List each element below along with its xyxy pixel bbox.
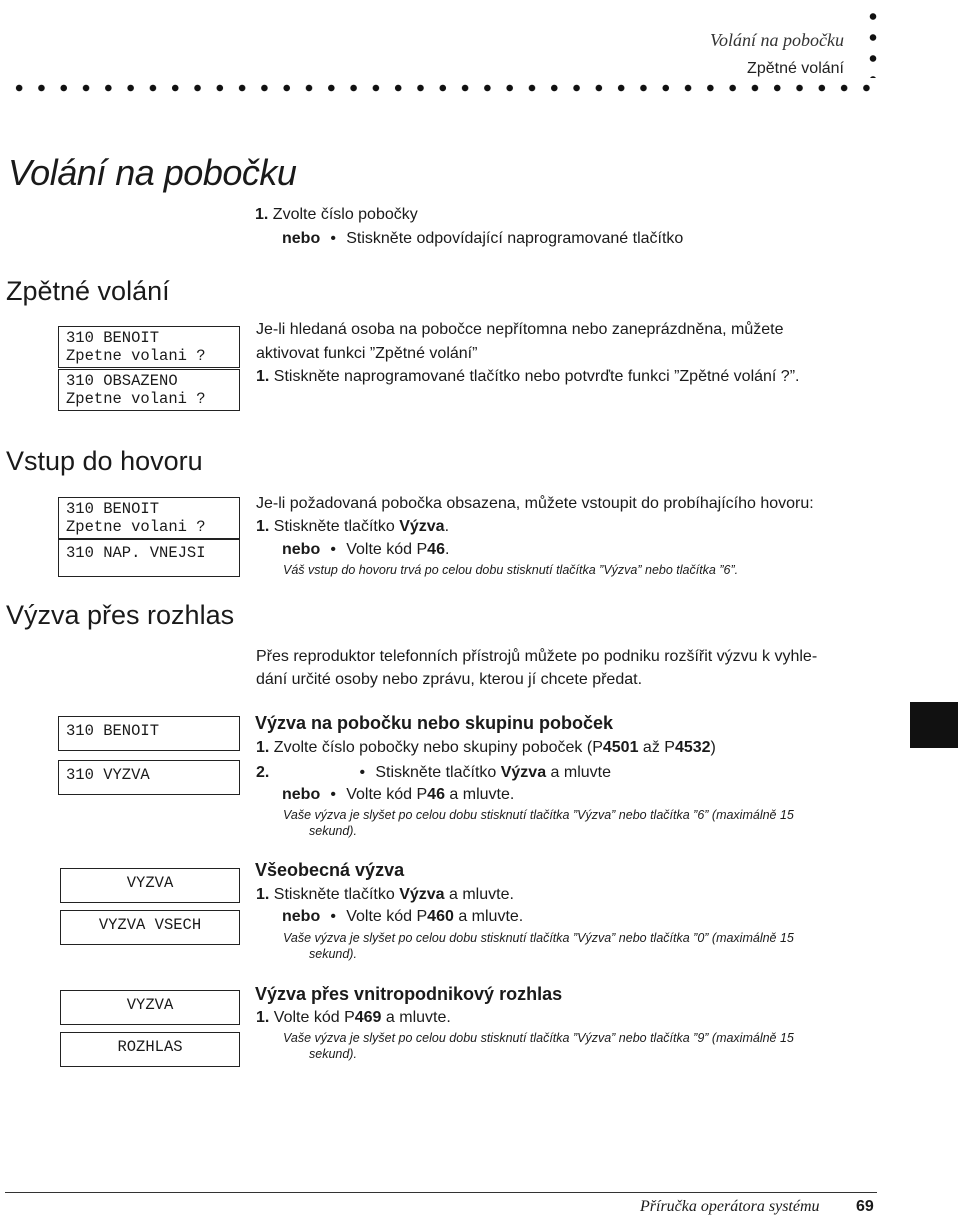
alt-text: Stiskněte odpovídající naprogramované tlačítko: [346, 230, 684, 247]
display-intrusion-1: 310 BENOIT Zpetne volani ?: [58, 497, 240, 539]
display-ext-paging-1: 310 BENOIT: [58, 716, 240, 751]
alt-text-end: .: [444, 541, 450, 558]
code: 46: [427, 786, 445, 803]
alt-word: nebo: [282, 786, 321, 803]
alt-word: nebo: [282, 908, 321, 925]
alt-text: Volte kód P: [346, 786, 428, 803]
step-text-end: a mluvte.: [381, 1009, 451, 1026]
internal-step-1: [256, 1007, 451, 1029]
step-text-mid: až P: [638, 739, 675, 756]
display-callback-1: 310 BENOIT Zpetne volani ?: [58, 326, 240, 368]
bullet-icon: •: [330, 541, 337, 558]
callback-step-1: [256, 366, 799, 388]
section-heading-intrusion: Vstup do hovoru: [6, 446, 203, 476]
step-text-end: a mluvte.: [444, 886, 514, 903]
step-number: 1.: [256, 739, 270, 756]
bullet-icon: •: [330, 230, 337, 247]
step-number: 1.: [256, 1009, 270, 1026]
code: 460: [427, 908, 454, 925]
code-start: 4501: [602, 739, 639, 756]
key-name: Výzva: [500, 764, 547, 781]
alt-text-end: a mluvte.: [444, 786, 515, 803]
step-number: 1.: [255, 206, 269, 223]
step-text: Zvolte číslo pobočky nebo skupiny poboček (P: [273, 739, 603, 756]
running-header-subtitle: Zpětné volání: [747, 60, 844, 77]
alt-word: nebo: [282, 541, 321, 558]
display-callback-2: 310 OBSAZENO Zpetne volani ?: [58, 369, 240, 411]
intro-step-1: [255, 204, 418, 226]
intro-alternative: [282, 228, 683, 250]
general-note-line-1: Vaše výzva je slyšet po celou dobu stisknutí tlačítka ”Výzva” nebo tlačítka ”0” (maximálně 15: [283, 931, 794, 945]
ext-alternative: [282, 784, 514, 806]
section-heading-paging: Výzva přes rozhlas: [6, 600, 235, 630]
callback-text-line-2: aktivovat funkci ”Zpětné volání”: [256, 345, 478, 362]
subsection-title-ext: Výzva na pobočku nebo skupinu poboček: [255, 713, 614, 733]
alt-text: Volte kód P: [346, 541, 428, 558]
footer-title: Příručka operátora systému: [640, 1198, 820, 1215]
intrusion-note: Váš vstup do hovoru trvá po celou dobu stisknutí tlačítka ”Výzva” nebo tlačítka ”6”.: [283, 563, 739, 577]
bullet-icon: •: [359, 764, 366, 781]
section-heading-callback: Zpětné volání: [6, 276, 170, 306]
display-intrusion-2: 310 NAP. VNEJSI: [58, 539, 240, 577]
footer-rule: [5, 1192, 877, 1193]
callback-text-line-1: Je-li hledaná osoba na pobočce nepřítomna nebo zaneprázdněna, můžete: [256, 321, 784, 338]
dotted-border-horizontal: [8, 84, 878, 92]
intrusion-step-1: [256, 516, 449, 538]
display-ext-paging-2: 310 VYZVA: [58, 760, 240, 795]
internal-note-line-2: sekund).: [309, 1047, 357, 1061]
subsection-title-general: Všeobecná výzva: [255, 860, 405, 880]
code: 46: [427, 541, 445, 558]
running-header-title: Volání na pobočku: [710, 30, 844, 50]
display-general-paging-1: VYZVA: [60, 868, 240, 903]
ext-note-line-1: Vaše výzva je slyšet po celou dobu stisknutí tlačítka ”Výzva” nebo tlačítka ”6” (maximálně 15: [283, 808, 794, 822]
page-title: Volání na pobočku: [8, 152, 297, 193]
step-text: Stiskněte tlačítko: [273, 518, 400, 535]
alt-word: nebo: [282, 230, 321, 247]
general-note-line-2: sekund).: [309, 947, 357, 961]
step-number: 1.: [256, 518, 270, 535]
step-text-end: .: [444, 518, 450, 535]
step-number: 2.: [256, 764, 270, 781]
alt-text-end: a mluvte.: [453, 908, 524, 925]
paging-intro-line-2: dání určité osoby nebo zprávu, kterou jí chcete předat.: [256, 671, 643, 688]
key-name: Výzva: [399, 886, 445, 903]
step-text: Stiskněte naprogramované tlačítko nebo potvrďte funkci ”Zpětné volání ?”.: [273, 368, 800, 385]
step-text: Stiskněte tlačítko: [375, 764, 501, 781]
display-internal-paging-2: ROZHLAS: [60, 1032, 240, 1067]
ext-step-1: [256, 737, 716, 759]
general-step-1: [256, 884, 514, 906]
page-number: 69: [856, 1198, 874, 1215]
ext-note-line-2: sekund).: [309, 824, 357, 838]
internal-note-line-1: Vaše výzva je slyšet po celou dobu stisknutí tlačítka ”Výzva” nebo tlačítka ”9” (maximálně 15: [283, 1031, 794, 1045]
general-alternative: [282, 906, 523, 928]
step-text: Zvolte číslo pobočky: [272, 206, 418, 223]
step-number: 1.: [256, 886, 270, 903]
intrusion-text-line-1: Je-li požadovaná pobočka obsazena, můžete vstoupit do probíhajícího hovoru:: [256, 495, 814, 512]
step-text: Stiskněte tlačítko: [273, 886, 400, 903]
paging-intro-line-1: Přes reproduktor telefonních přístrojů můžete po podniku rozšířit výzvu k vyhle-: [256, 648, 818, 665]
dotted-border-vertical: [866, 0, 880, 78]
step-text: Volte kód P: [273, 1009, 355, 1026]
alt-text: Volte kód P: [346, 908, 428, 925]
step-number: 1.: [256, 368, 270, 385]
key-name: Výzva: [399, 518, 445, 535]
code-end: 4532: [674, 739, 711, 756]
subsection-title-internal: Výzva přes vnitropodnikový rozhlas: [255, 984, 563, 1004]
display-internal-paging-1: VYZVA: [60, 990, 240, 1025]
bullet-icon: •: [330, 786, 337, 803]
intrusion-alternative: [282, 539, 449, 561]
bullet-icon: •: [330, 908, 337, 925]
code: 469: [354, 1009, 382, 1026]
step-text-end: a mluvte: [546, 764, 612, 781]
display-general-paging-2: VYZVA VSECH: [60, 910, 240, 945]
ext-step-2: [256, 762, 611, 784]
step-text-end: ): [710, 739, 716, 756]
section-tab-marker: [910, 702, 958, 748]
